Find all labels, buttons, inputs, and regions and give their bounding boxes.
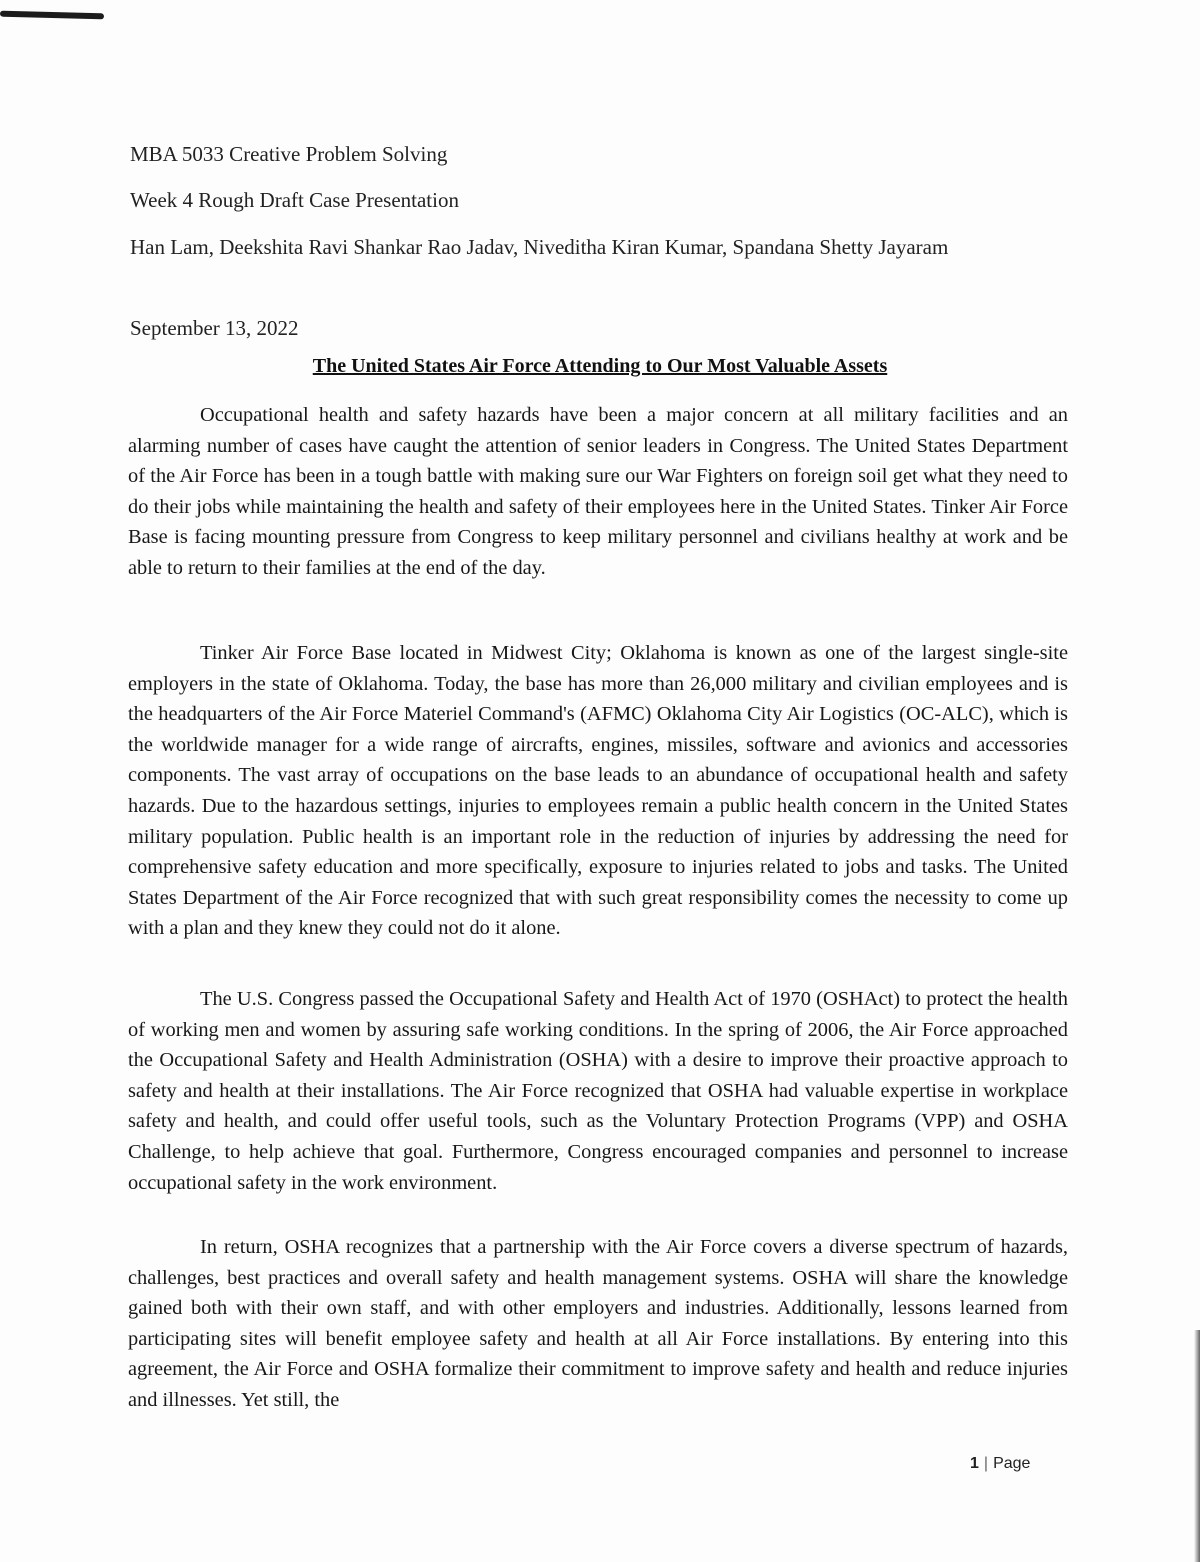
course-line: MBA 5033 Creative Problem Solving bbox=[130, 142, 448, 166]
document-title: The United States Air Force Attending to Our Most Valuable Assets bbox=[312, 355, 888, 377]
assignment-line: Week 4 Rough Draft Case Presentation bbox=[130, 188, 459, 212]
scan-mark bbox=[0, 11, 104, 20]
paragraph bbox=[128, 1232, 1068, 1416]
page-footer bbox=[970, 1455, 1030, 1473]
paragraph-text: The U.S. Congress passed the Occupational Safety and Health Act of 1970 (OSHAct) to protect the health of working men and women by assuring safe working conditions. In the spring of 2006, the Air Force approached the Occupational Safety and Health Administration (OSHA) with a desire to improve their proactive approach to safety and health at their installations. The Air Force recognized that OSHA had valuable expertise in workplace safety and health, and could offer useful tools, such as the Voluntary Protection Programs (VPP) and OSHA Challenge, to help achieve that goal. Furthermore, Congress encouraged companies and personnel to increase occupational safety in the work environment. bbox=[128, 988, 1068, 1194]
footer-separator: | bbox=[983, 1455, 989, 1472]
authors-line: Han Lam, Deekshita Ravi Shankar Rao Jadav, Niveditha Kiran Kumar, Spandana Shetty Jayaram bbox=[130, 235, 949, 259]
paragraph-text: In return, OSHA recognizes that a partnership with the Air Force covers a diverse spectrum of hazards, challenges, best practices and overall safety and health management systems. OSHA will share the knowledge gained both with their own staff, and with other employers and industries. Additionally, lessons learned from participating sites will benefit employee safety and health at all Air Force installations. By entering into this agreement, the Air Force and OSHA formalize their commitment to improve safety and health and reduce injuries and illnesses. Yet still, the bbox=[128, 1236, 1068, 1411]
paragraph-text: Tinker Air Force Base located in Midwest City; Oklahoma is known as one of the largest single-site employers in the state of Oklahoma. Today, the base has more than 26,000 military and civilian employees and is the headquarters of the Air Force Materiel Command's (AFMC) Oklahoma City Air Logistics (OC-ALC), which is the worldwide manager for a wide range of aircrafts, engines, missiles, software and avionics and accessories components. The vast array of occupations on the base leads to an abundance of occupational health and safety hazards. Due to the hazardous settings, injuries to employees remain a public health concern in the United States military population. Public health is an important role in the reduction of injuries by addressing the need for comprehensive safety education and more specifically, exposure to injuries related to jobs and tasks. The United States Department of the Air Force recognized that with such great responsibility comes the necessity to come up with a plan and they knew they could not do it alone. bbox=[128, 642, 1068, 940]
page-label: Page bbox=[993, 1455, 1031, 1472]
paragraph bbox=[128, 400, 1068, 584]
paragraph bbox=[128, 984, 1068, 1198]
date-line: September 13, 2022 bbox=[130, 316, 299, 340]
paragraph-text: Occupational health and safety hazards have been a major concern at all military facilities and an alarming number of cases have caught the attention of senior leaders in Congress. The United States Department of the Air Force has been in a tough battle with making sure our War Fighters on foreign soil get what they need to do their jobs while maintaining the health and safety of their employees here in the United States. Tinker Air Force Base is facing mounting pressure from Congress to keep military personnel and civilians healthy at work and be able to return to their families at the end of the day. bbox=[128, 404, 1068, 579]
page-edge-shadow bbox=[1194, 1330, 1200, 1562]
paragraph bbox=[128, 638, 1068, 944]
page-number: 1 bbox=[970, 1455, 979, 1472]
